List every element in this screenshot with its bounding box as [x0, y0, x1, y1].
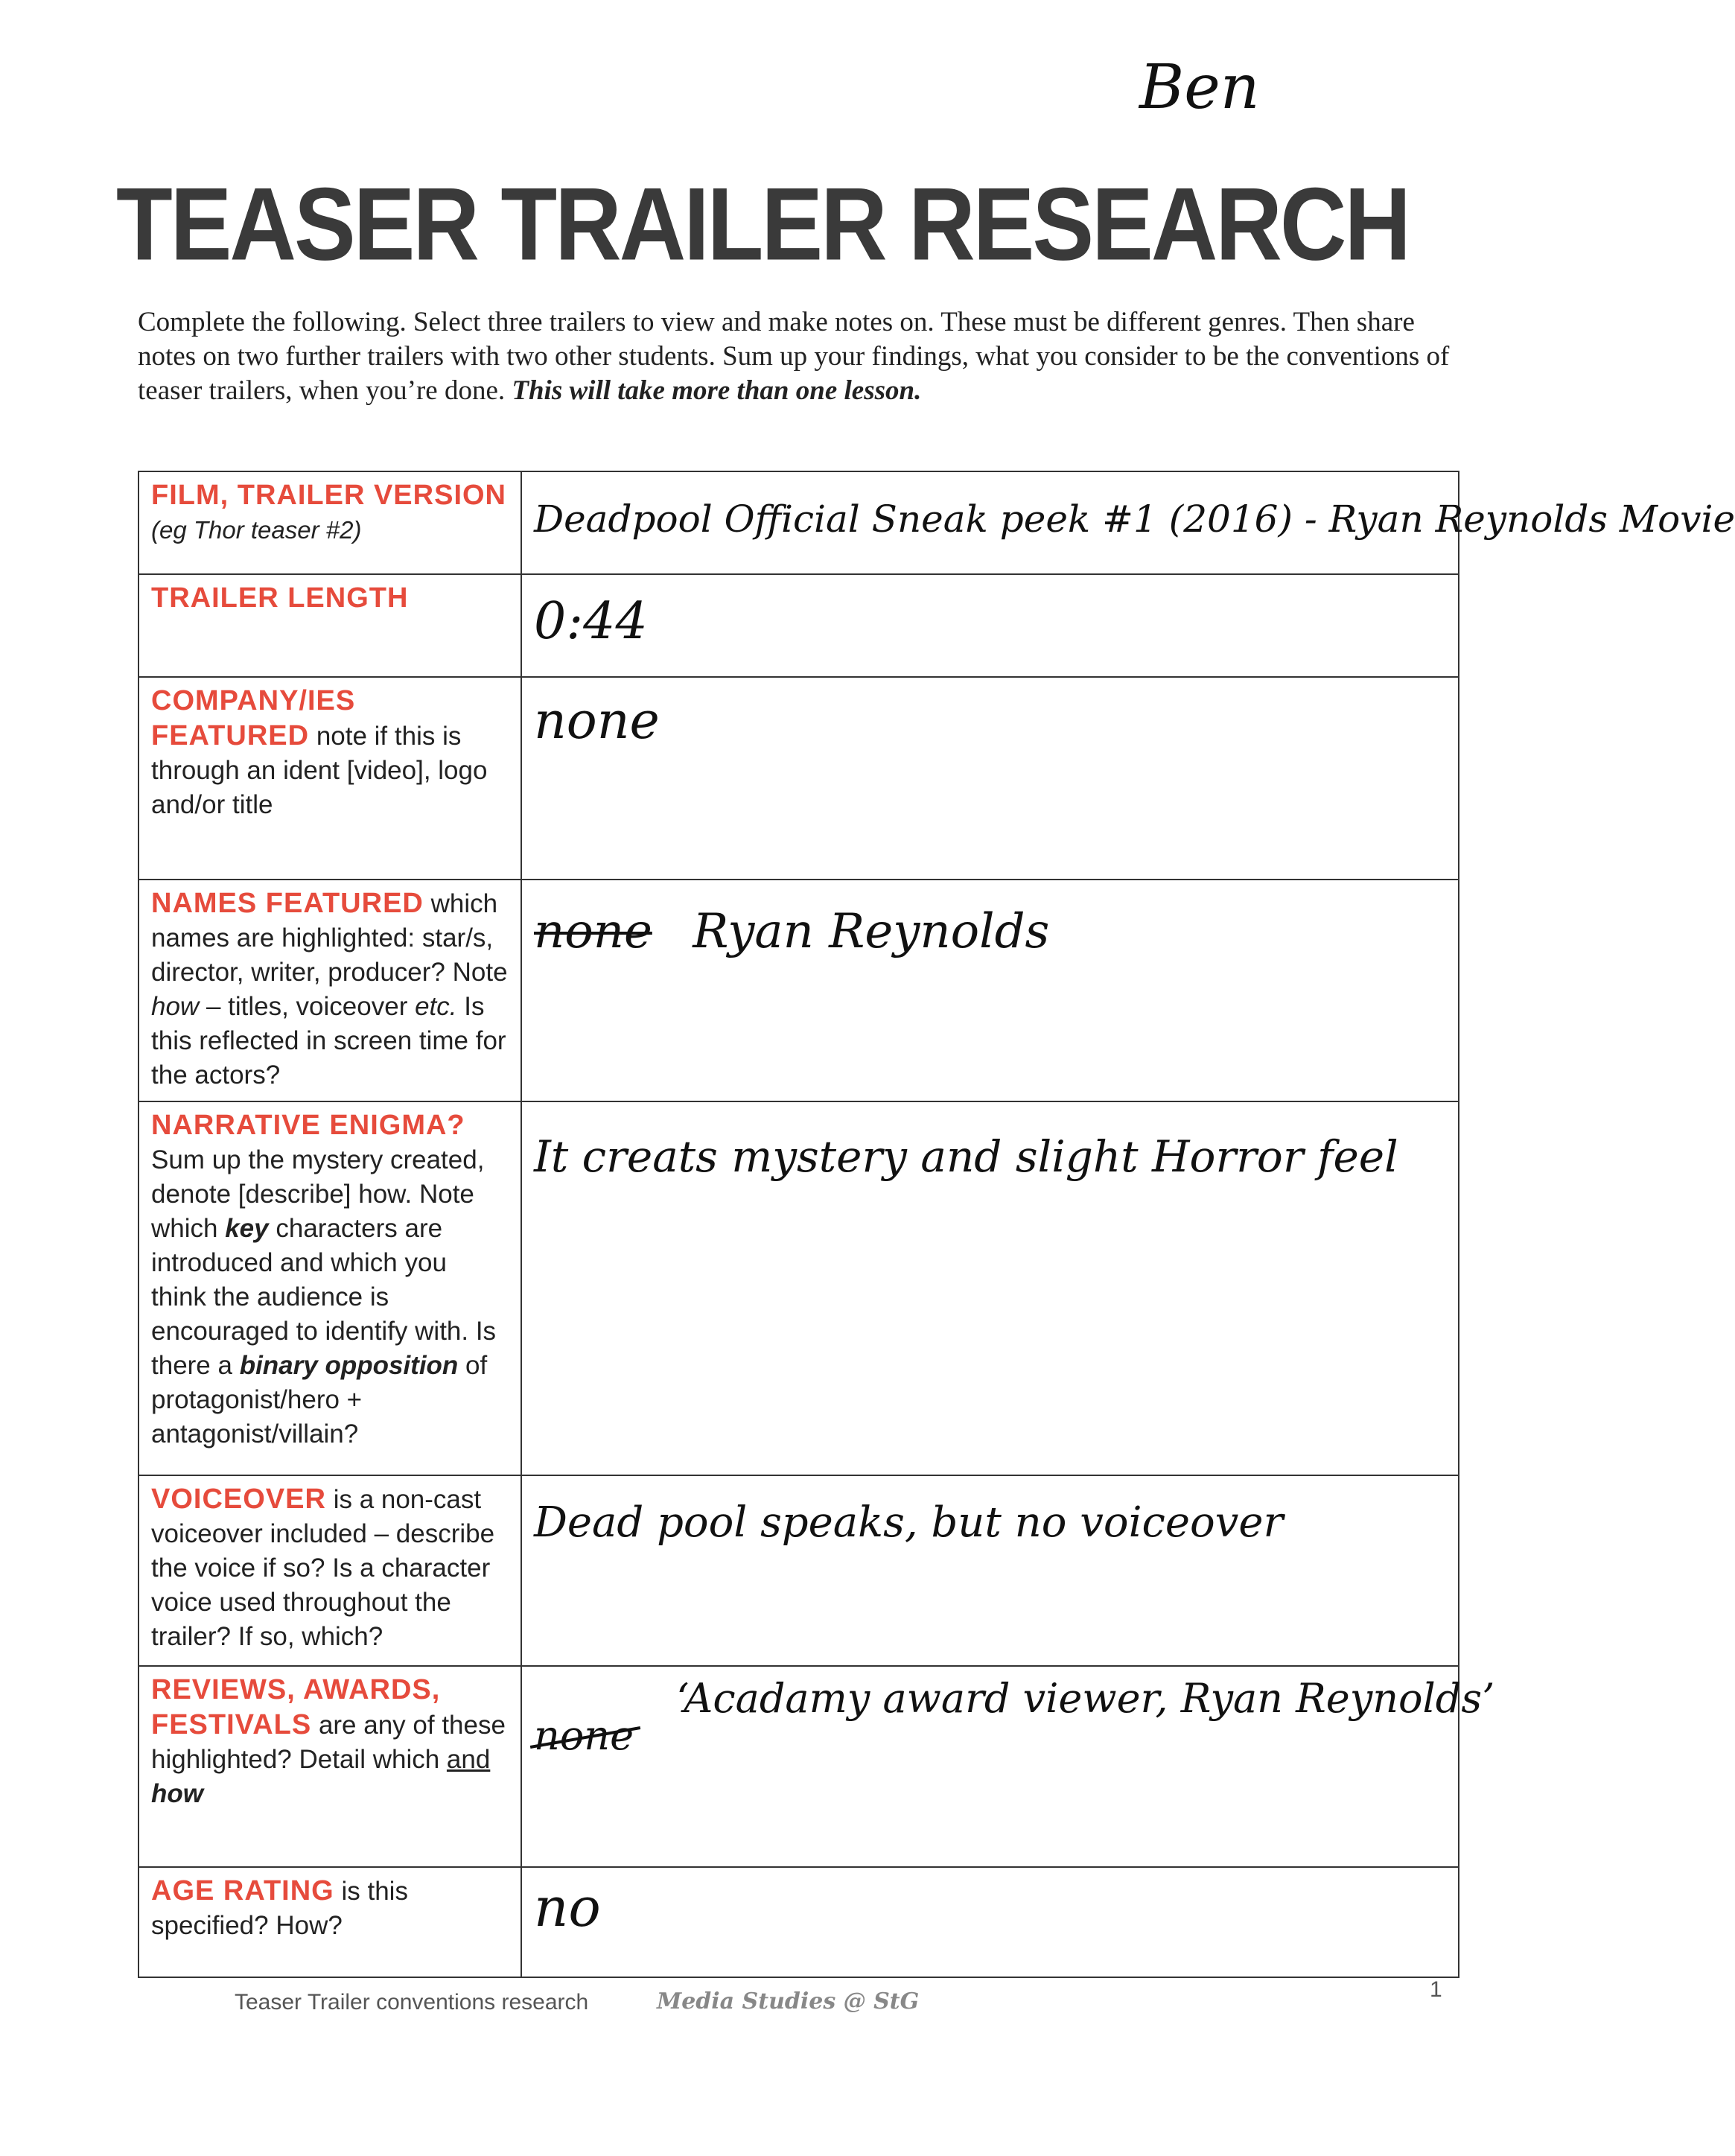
- desc-names-b: – titles, voiceover: [206, 992, 408, 1021]
- question-voiceover: [139, 1475, 521, 1666]
- answer-names[interactable]: [521, 880, 1459, 1101]
- instructions-text: Complete the following. Select three trailers to view and make notes on. These must be different genres. Then share notes on two further trailers with two other students. Sum up your findings, what you consider to be the conventions of teaser trailers, when you’re done.: [138, 307, 1450, 406]
- desc-names-c: Is this reflected in screen time for the actors?: [151, 992, 506, 1090]
- struck-answer-names: none: [534, 904, 652, 959]
- question-film: [139, 471, 521, 574]
- question-reviews: [139, 1666, 521, 1867]
- page-title: TEASER TRAILER RESEARCH: [115, 167, 1410, 282]
- desc-reviews-a: are any of these highlighted? Detail which: [151, 1711, 506, 1774]
- answer-reviews[interactable]: [521, 1666, 1495, 1867]
- key-length: TRAILER LENGTH: [151, 582, 409, 614]
- row-reviews: [139, 1666, 1459, 1867]
- row-voiceover: [139, 1475, 1459, 1666]
- question-names: [139, 880, 521, 1101]
- answer-film[interactable]: Deadpool Official Sneak peek #1 (2016) - Ryan Reynolds Movie: [521, 471, 1459, 574]
- desc-reviews-and: and: [446, 1745, 491, 1774]
- answer-names-text: Ryan Reynolds: [693, 904, 1050, 959]
- desc-enigma-b: characters are introduced and which you think the audience is encouraged to identify with. Is there a: [151, 1214, 497, 1380]
- question-length: [139, 574, 521, 677]
- desc-enigma-a: Sum up the mystery created, denote [describe] how. Note which: [151, 1145, 485, 1243]
- row-companies: [139, 677, 1459, 880]
- desc-companies: note if this is through an ident [video], logo and/or title: [151, 722, 488, 819]
- desc-enigma-key: key: [225, 1214, 269, 1243]
- research-form-table: [138, 471, 1735, 1978]
- struck-answer-reviews: none: [534, 1712, 634, 1759]
- answer-companies[interactable]: none: [521, 677, 1459, 880]
- row-names: [139, 880, 1459, 1101]
- desc-names-a: which names are highlighted: star/s, director, writer, producer? Note: [151, 889, 508, 987]
- answer-age[interactable]: no: [521, 1867, 1459, 1977]
- student-name-handwritten: Ben: [1139, 52, 1260, 123]
- instructions-emphasis: This will take more than one lesson.: [512, 375, 922, 406]
- key-film: FILM, TRAILER VERSION: [151, 480, 506, 511]
- question-enigma: [139, 1101, 521, 1475]
- desc-age: is this specified? How?: [151, 1877, 408, 1940]
- row-age: [139, 1867, 1459, 1977]
- desc-enigma-binary: binary opposition: [239, 1351, 459, 1380]
- note-film: (eg Thor teaser #2): [151, 516, 362, 544]
- answer-reviews-text: ‘Acadamy award viewer, Ryan Reynolds’: [676, 1675, 1495, 1722]
- desc-enigma-c: of protagonist/hero + antagonist/villain?: [151, 1351, 488, 1449]
- answer-voiceover[interactable]: Dead pool speaks, but no voiceover: [521, 1475, 1459, 1666]
- desc-names-etc: etc.: [415, 992, 457, 1021]
- footer-department: Media Studies @ StG: [657, 1988, 920, 2015]
- question-companies: [139, 677, 521, 880]
- key-enigma: NARRATIVE ENIGMA?: [151, 1110, 465, 1141]
- answer-enigma[interactable]: It creats mystery and slight Horror feel: [521, 1101, 1459, 1475]
- desc-reviews-how: how: [151, 1779, 203, 1808]
- key-names: NAMES FEATURED: [151, 888, 424, 919]
- desc-voiceover: is a non-cast voiceover included – describe the voice if so? Is a character voice used throughout the trailer? If so, which?: [151, 1485, 495, 1651]
- desc-names-how: how: [151, 992, 200, 1021]
- row-length: [139, 574, 1459, 677]
- page-number: 1: [1430, 1977, 1442, 2002]
- key-voiceover: VOICEOVER: [151, 1484, 326, 1515]
- key-companies: COMPANY/IES FEATURED: [151, 685, 356, 751]
- key-age: AGE RATING: [151, 1875, 334, 1907]
- footer-document-title: Teaser Trailer conventions research: [235, 1990, 589, 2015]
- answer-length[interactable]: 0:44: [521, 574, 1459, 677]
- question-age: [139, 1867, 521, 1977]
- instructions: [138, 305, 1456, 408]
- row-enigma: [139, 1101, 1459, 1475]
- key-reviews: REVIEWS, AWARDS, FESTIVALS: [151, 1674, 441, 1740]
- row-film: [139, 471, 1459, 574]
